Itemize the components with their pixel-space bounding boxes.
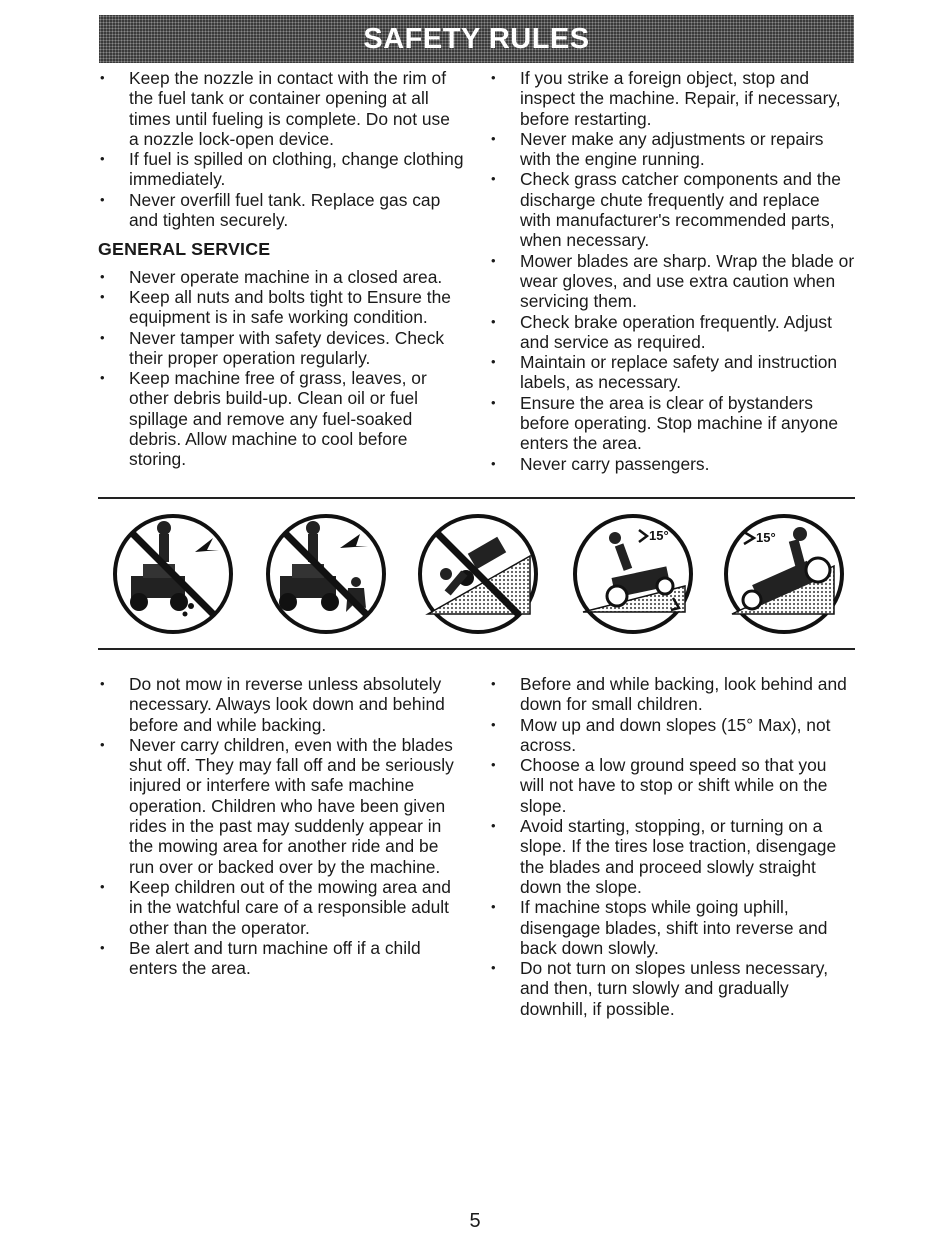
list-item: • Keep the nozzle in contact with the rim of the fuel tank or container opening at all times until fueling is complete. Do not use a nozzle lock-open device. (98, 68, 464, 149)
slope-angle-label: 15° (756, 530, 776, 545)
list-item: • Avoid starting, stopping, or turning on a slope. If the tires lose traction, disengage the blades and proceed slowly straight down the slope. (489, 816, 855, 897)
children-safety-list (98, 674, 464, 978)
divider-top (98, 497, 855, 499)
list-item: • Before and while backing, look behind and down for small children. (489, 674, 855, 715)
divider-bottom (98, 648, 855, 650)
list-item: • Keep all nuts and bolts tight to Ensure the equipment is in safe working condition. (98, 287, 464, 328)
list-item: • Never operate machine in a closed area. (98, 267, 464, 287)
list-item: • Do not turn on slopes unless necessary, and then, turn slowly and gradually downhill, if possible. (489, 958, 855, 1019)
list-item: • If fuel is spilled on clothing, change clothing immediately. (98, 149, 464, 190)
list-item: • Choose a low ground speed so that you will not have to stop or shift while on the slope. (489, 755, 855, 816)
list-item: • Never carry passengers. (489, 454, 855, 474)
list-item: • Mow up and down slopes (15° Max), not across. (489, 715, 855, 756)
list-item: • Maintain or replace safety and instruction labels, as necessary. (489, 352, 855, 393)
list-item: • Ensure the area is clear of bystanders before operating. Stop machine if anyone enters the area. (489, 393, 855, 454)
fuel-rules-list (98, 68, 464, 230)
slope-safety-list (489, 674, 855, 1019)
bottom-left-column (98, 674, 464, 978)
list-item: • Never carry children, even with the blades shut off. They may fall off and be seriously injured or interfere with safe machine operation. Children who have been given rides in the past may suddenly appear in the mowing area for another ride and be run over or backed over by the machine. (98, 735, 464, 877)
list-item: • Never overfill fuel tank. Replace gas cap and tighten securely. (98, 190, 464, 231)
slope-angle-label: 15° (649, 528, 669, 543)
general-service-list (98, 267, 464, 470)
top-left-column (98, 68, 464, 470)
page-title: SAFETY RULES (363, 22, 590, 55)
no-slope-rollover-icon (420, 516, 536, 632)
no-thrown-objects-icon (115, 516, 231, 632)
list-item: • Mower blades are sharp. Wrap the blade or wear gloves, and use extra caution when servicing them. (489, 251, 855, 312)
safety-rules-banner (99, 15, 854, 63)
page-number: 5 (469, 1210, 481, 1232)
bottom-right-column (489, 674, 855, 1019)
top-right-column (489, 68, 855, 474)
no-bystanders-icon (268, 516, 384, 632)
service-rules-list (489, 68, 855, 474)
list-item: • Never make any adjustments or repairs with the engine running. (489, 129, 855, 170)
safety-pictograms (98, 505, 855, 643)
list-item: • Check grass catcher components and the discharge chute frequently and replace with manufacturer's recommended parts, when necessary. (489, 169, 855, 250)
list-item: • Keep children out of the mowing area and in the watchful care of a responsible adult other than the operator. (98, 877, 464, 938)
list-item: • If machine stops while going uphill, disengage blades, shift into reverse and back down slowly. (489, 897, 855, 958)
slope-up-down-icon (575, 516, 691, 632)
list-item: • Keep machine free of grass, leaves, or other debris build-up. Clean oil or fuel spillage and remove any fuel-soaked debris. Allow machine to cool before storing. (98, 368, 464, 469)
list-item: • Check brake operation frequently. Adjust and service as required. (489, 312, 855, 353)
list-item: • Do not mow in reverse unless absolutely necessary. Always look down and behind before and while backing. (98, 674, 464, 735)
slope-incline-icon (726, 516, 842, 632)
list-item: • Be alert and turn machine off if a child enters the area. (98, 938, 464, 979)
list-item: • If you strike a foreign object, stop and inspect the machine. Repair, if necessary, before restarting. (489, 68, 855, 129)
general-service-heading: GENERAL SERVICE (98, 239, 271, 260)
list-item: • Never tamper with safety devices. Check their proper operation regularly. (98, 328, 464, 369)
